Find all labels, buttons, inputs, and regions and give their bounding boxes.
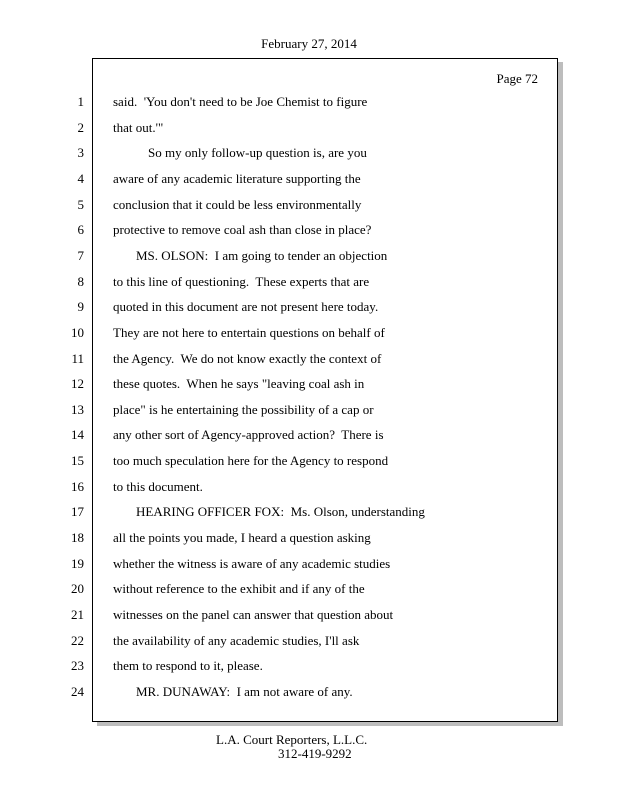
line-number: 6 [77, 222, 84, 238]
line-number: 16 [71, 478, 84, 494]
transcript-line: MS. OLSON: I am going to tender an objection [136, 247, 388, 263]
transcript-line: aware of any academic literature supporting the [113, 170, 361, 186]
transcript-line: quoted in this document are not present here today. [113, 299, 379, 315]
line-number: 24 [71, 683, 84, 699]
line-number: 3 [77, 145, 84, 161]
line-number: 21 [71, 607, 84, 622]
line-number: 12 [71, 376, 84, 392]
line-number: 1 [77, 94, 84, 109]
transcript-line: any other sort of Agency-approved action? There is [113, 427, 384, 443]
line-number: 5 [77, 196, 84, 212]
line-number: 18 [71, 530, 84, 546]
transcript-line: without reference to the exhibit and if any of the [113, 581, 365, 597]
line-number: 4 [77, 170, 84, 186]
transcript-line: said. 'You don't need to be Joe Chemist to figure [113, 94, 368, 109]
transcript-line: conclusion that it could be less environmentally [113, 196, 362, 212]
transcript-line: too much speculation here for the Agency to respond [113, 453, 389, 469]
line-number: 20 [71, 581, 84, 597]
line-number: 14 [71, 427, 84, 443]
line-number: 15 [71, 453, 84, 469]
transcript-line: So my only follow-up question is, are you [148, 145, 367, 161]
transcript-line: whether the witness is aware of any academic studies [113, 555, 391, 571]
line-number: 10 [71, 324, 84, 340]
transcript-line: that out.'" [113, 119, 164, 135]
transcript-date: February 27, 2014 [261, 36, 357, 51]
transcript-line: protective to remove coal ash than close in place? [113, 222, 372, 238]
line-number: 8 [77, 273, 84, 289]
line-number: 9 [77, 299, 84, 315]
transcript-line: to this document. [113, 478, 203, 494]
line-number: 11 [71, 350, 84, 366]
court-reporter-name: L.A. Court Reporters, L.L.C. [216, 732, 368, 747]
transcript-line: the Agency. We do not know exactly the context of [113, 350, 382, 366]
transcript-line: the availability of any academic studies, I'll ask [113, 632, 360, 648]
court-reporter-phone: 312-419-9292 [278, 746, 352, 761]
transcript-line: place" is he entertaining the possibility of a cap or [113, 401, 374, 417]
transcript-line: HEARING OFFICER FOX: Ms. Olson, understanding [136, 504, 425, 520]
transcript-line: to this line of questioning. These experts that are [113, 273, 370, 289]
line-number: 7 [77, 247, 84, 263]
line-number: 2 [77, 119, 84, 135]
page-number: Page 72 [496, 71, 538, 86]
transcript-line: them to respond to it, please. [113, 658, 263, 674]
transcript-line: witnesses on the panel can answer that question about [113, 607, 394, 622]
line-number: 19 [71, 555, 84, 571]
transcript-line: MR. DUNAWAY: I am not aware of any. [136, 683, 353, 699]
line-number: 23 [71, 658, 84, 674]
line-number: 13 [71, 401, 84, 417]
line-number: 22 [71, 632, 84, 648]
transcript-line: all the points you made, I heard a question asking [113, 530, 371, 546]
line-number: 17 [71, 504, 84, 520]
transcript-line: these quotes. When he says "leaving coal ash in [113, 376, 365, 392]
footer [216, 733, 367, 761]
transcript-line: They are not here to entertain questions on behalf of [113, 324, 385, 340]
